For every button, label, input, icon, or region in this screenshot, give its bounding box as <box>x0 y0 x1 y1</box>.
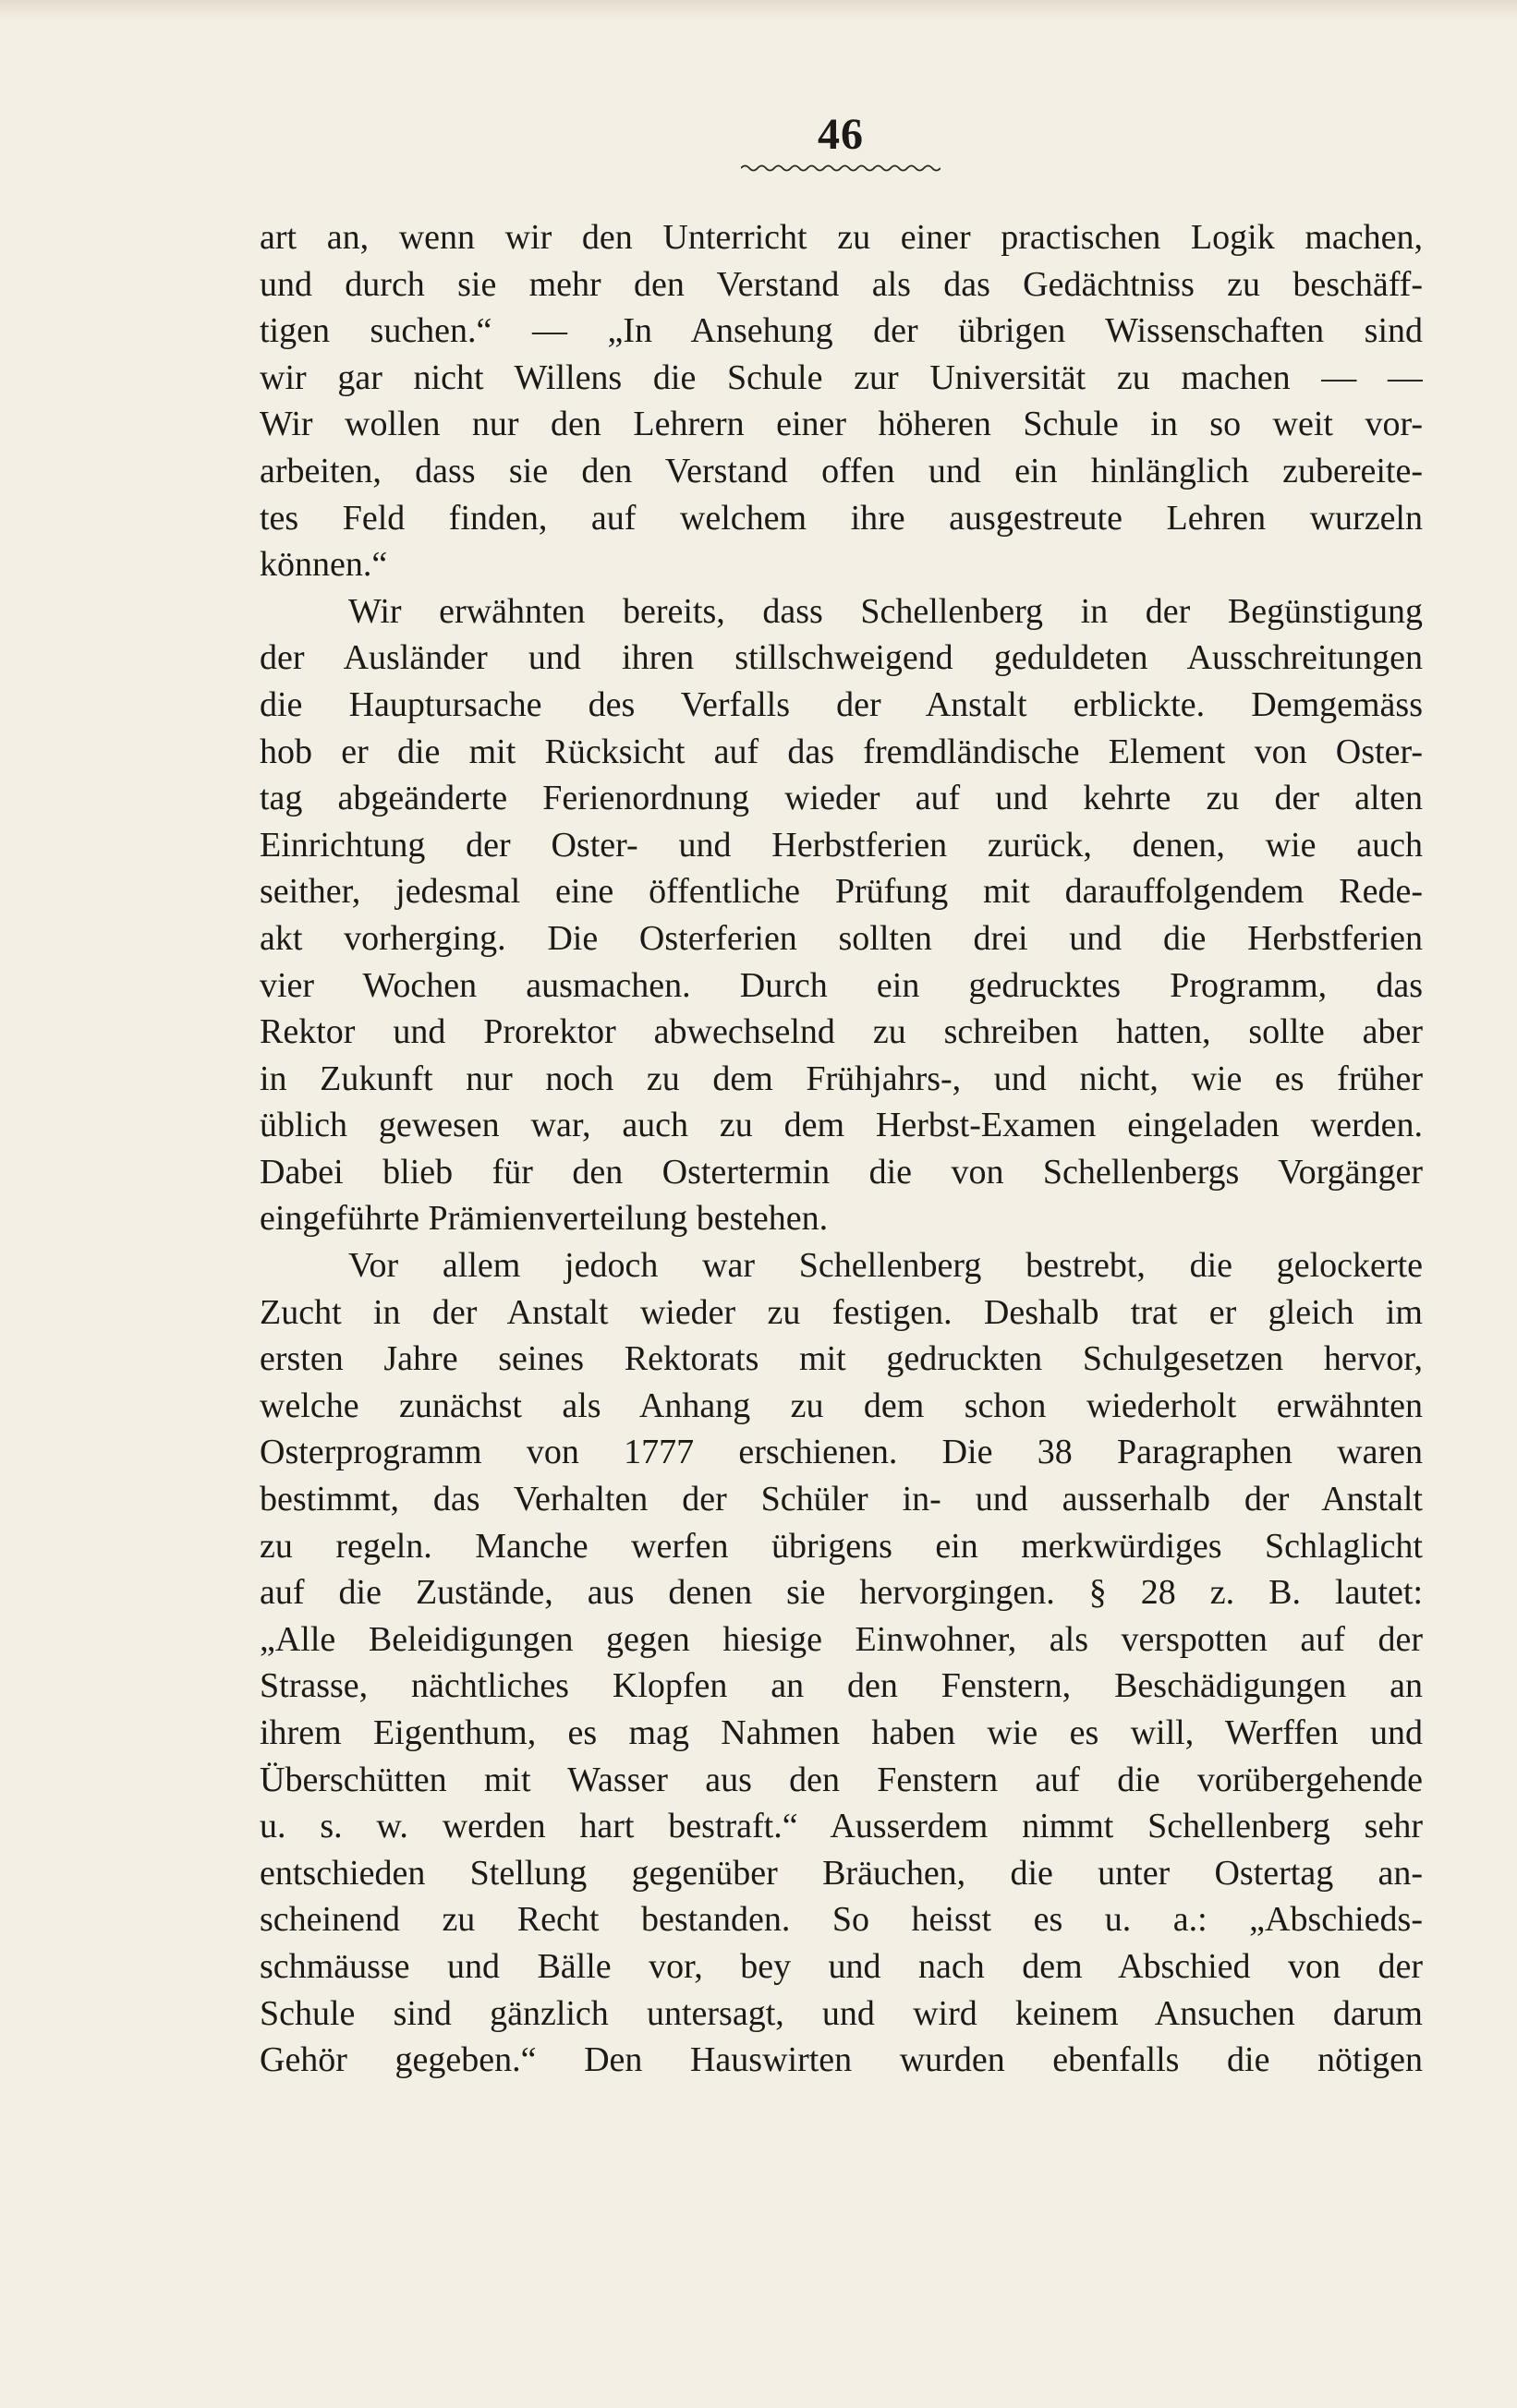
wavy-rule-icon <box>741 163 941 174</box>
text-line: Zucht in der Anstalt wieder zu festigen. Deshalb trat er gleich im <box>260 1292 1423 1332</box>
text-line: in Zukunft nur noch zu dem Frühjahrs-, und nicht, wie es früher <box>260 1059 1423 1098</box>
page-top-edge <box>0 0 1517 20</box>
text-line: u. s. w. werden hart bestraft.“ Ausserdem nimmt Schellenberg sehr <box>260 1807 1423 1846</box>
text-line: eingeführte Prämienverteilung bestehen. <box>260 1199 829 1239</box>
text-line: Schule sind gänzlich untersagt, und wird keinem Ansuchen darum <box>260 1993 1423 2033</box>
text-line: bestimmt, das Verhalten der Schüler in- und ausserhalb der Anstalt <box>260 1480 1423 1519</box>
text-line: tigen suchen.“ — „In Ansehung der übrigen Wissenschaften sind <box>260 311 1423 351</box>
text-line: „Alle Beleidigungen gegen hiesige Einwohner, als verspotten auf der <box>260 1619 1423 1659</box>
text-line: auf die Zustände, aus denen sie hervorgingen. § 28 z. B. lautet: <box>260 1573 1423 1613</box>
text-line: seither, jedesmal eine öffentliche Prüfung mit darauffolgendem Rede- <box>260 872 1423 912</box>
text-line: akt vorherging. Die Osterferien sollten drei und die Herbstferien <box>260 918 1423 958</box>
text-line: ersten Jahre seines Rektorats mit gedruckten Schulgesetzen hervor, <box>260 1339 1423 1379</box>
text-line: entschieden Stellung gegenüber Bräuchen, die unter Ostertag an- <box>260 1853 1423 1893</box>
text-line: können.“ <box>260 545 388 585</box>
text-line: zu regeln. Manche werfen übrigens ein merkwürdiges Schlaglicht <box>260 1526 1423 1566</box>
text-line: üblich gewesen war, auch zu dem Herbst-Examen eingeladen werden. <box>260 1106 1423 1145</box>
page-number: 46 <box>818 110 864 159</box>
text-line: scheinend zu Recht bestanden. So heisst es u. a.: „Abschieds- <box>260 1900 1423 1940</box>
text-line: hob er die mit Rücksicht auf das fremdländische Element von Oster- <box>260 732 1423 771</box>
text-line: Wir erwähnten bereits, dass Schellenberg in der Begünstigung <box>348 591 1423 631</box>
page-header <box>730 109 952 174</box>
text-line: die Hauptursache des Verfalls der Anstalt erblickte. Demgemäss <box>260 684 1423 724</box>
text-line: schmäusse und Bälle vor, bey und nach dem Abschied von der <box>260 1946 1423 1986</box>
text-line: welche zunächst als Anhang zu dem schon wiederholt erwähnten <box>260 1386 1423 1425</box>
text-line: vier Wochen ausmachen. Durch ein gedrucktes Programm, das <box>260 965 1423 1005</box>
text-line: und durch sie mehr den Verstand als das Gedächtniss zu beschäff- <box>260 264 1423 304</box>
text-line: art an, wenn wir den Unterricht zu einer practischen Logik machen, <box>260 218 1423 257</box>
text-line: ihrem Eigenthum, es mag Nahmen haben wie es will, Werffen und <box>260 1713 1423 1752</box>
text-line: Einrichtung der Oster- und Herbstferien zurück, denen, wie auch <box>260 825 1423 865</box>
text-line: tag abgeänderte Ferienordnung wieder auf und kehrte zu der alten <box>260 779 1423 818</box>
text-line: tes Feld finden, auf welchem ihre ausgestreute Lehren wurzeln <box>260 498 1423 538</box>
text-line: arbeiten, dass sie den Verstand offen und ein hinlänglich zubereite- <box>260 451 1423 490</box>
body-text <box>260 214 1423 2084</box>
text-line: wir gar nicht Willens die Schule zur Universität zu machen — — <box>260 357 1423 397</box>
text-line: Rektor und Prorektor abwechselnd zu schreiben hatten, sollte aber <box>260 1012 1423 1052</box>
text-line: Vor allem jedoch war Schellenberg bestrebt, die gelockerte <box>348 1246 1423 1286</box>
text-line: Überschütten mit Wasser aus den Fenstern auf die vorübergehende <box>260 1760 1423 1799</box>
text-line: Gehör gegeben.“ Den Hauswirten wurden ebenfalls die nötigen <box>260 2040 1423 2080</box>
text-line: Wir wollen nur den Lehrern einer höheren Schule in so weit vor- <box>260 405 1423 444</box>
text-line: Dabei blieb für den Ostertermin die von Schellenbergs Vorgänger <box>260 1152 1423 1192</box>
text-line: der Ausländer und ihren stillschweigend geduldeten Ausschreitungen <box>260 638 1423 678</box>
text-line: Strasse, nächtliches Klopfen an den Fenstern, Beschädigungen an <box>260 1666 1423 1706</box>
text-line: Osterprogramm von 1777 erschienen. Die 38 Paragraphen waren <box>260 1433 1423 1472</box>
